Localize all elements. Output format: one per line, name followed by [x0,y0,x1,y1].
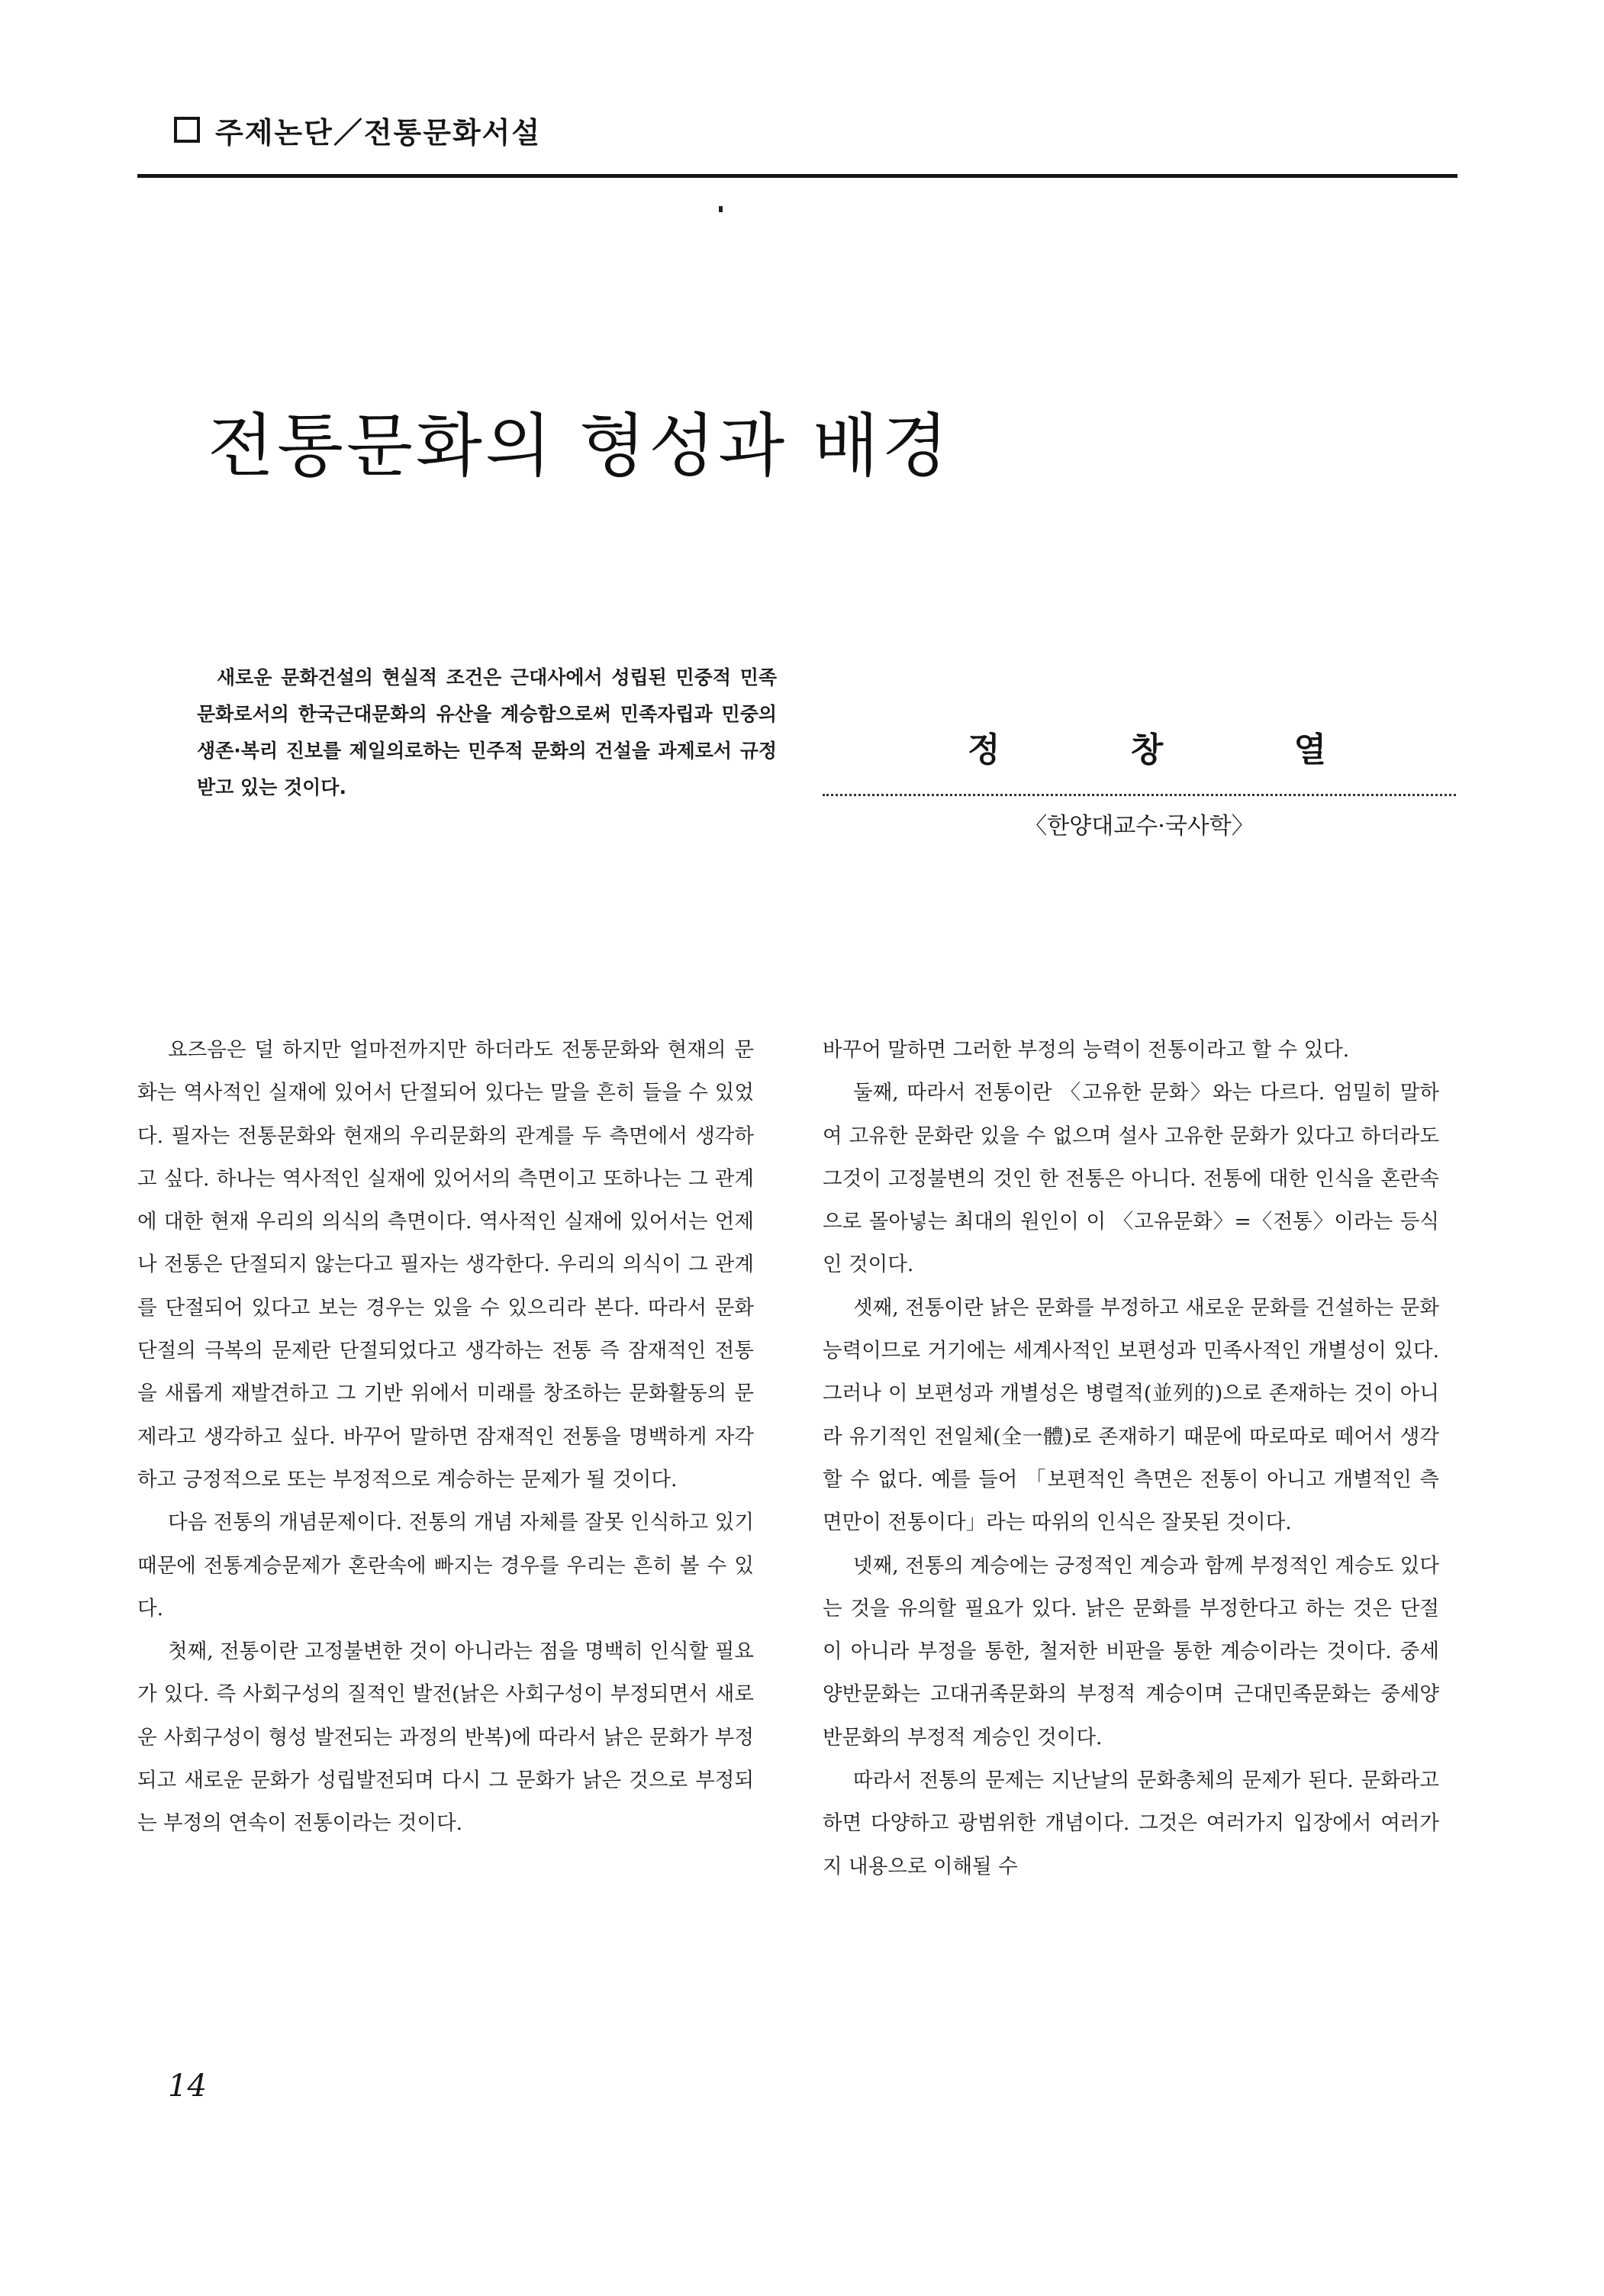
body-paragraph: 셋째, 전통이란 낡은 문화를 부정하고 새로운 문화를 건설하는 문화능력이므로 거기에는 세계사적인 보편성과 민족사적인 개별성이 있다. 그러나 이 보편성과 개별성은 병렬적(並列的)으로 존재하는 것이 아니라 유기적인 전일체(全一體)로 존재하기 때문에 따로따로 떼어서 생각할 수 없다. 예를 들어 「보편적인 측면은 전통이 아니고 개별적인 측면만이 전통이다」라는 따위의 인식은 잘못된 것이다. [823,1295,1439,1535]
author-name-char: 열 [1293,730,1326,769]
author-name-char: 창 [1130,730,1164,769]
body-paragraph: 둘째, 따라서 전통이란 〈고유한 문화〉와는 다르다. 엄밀히 말하여 고유한 문화란 있을 수 없으며 설사 고유한 문화가 있다고 하더라도 그것이 고정불변의 것인 한 전통은 아니다. 전통에 대한 인식을 혼란속으로 몰아넣는 최대의 원인이 이 〈고유문화〉=〈전통〉이라는 등식인 것이다. [823,1081,1439,1277]
body-left-column [137,1029,754,1846]
author-divider [823,794,1456,796]
page-number: 14 [168,2069,207,2104]
author-name-char: 정 [968,730,1000,769]
body-paragraph-continued: 바꾸어 말하면 그러한 부정의 능력이 전통이라고 할 수 있다. [823,1038,1350,1062]
author-name [823,724,1456,777]
article-title: 전통문화의 형성과 배경 [208,406,952,487]
author-affiliation: 〈한양대교수·국사학〉 [1024,813,1255,840]
body-paragraph: 다음 전통의 개념문제이다. 전통의 개념 자체를 잘못 인식하고 있기 때문에 전통계승문제가 혼란속에 빠지는 경우를 우리는 흔히 볼 수 있다. [137,1511,754,1620]
body-paragraph: 넷째, 전통의 계승에는 긍정적인 계승과 함께 부정적인 계승도 있다는 것을 유의할 필요가 있다. 낡은 문화를 부정한다고 하는 것은 단절이 아니라 부정을 통한, 철저한 비판을 통한 계승이라는 것이다. 중세양반문화는 고대귀족문화의 부정적 계승이며 근대민족문화는 중세양반문화의 부정적 계승인 것이다. [823,1553,1439,1749]
section-header [174,108,541,151]
print-speck [719,206,723,212]
square-box-icon [174,117,200,143]
body-paragraph: 요즈음은 덜 하지만 얼마전까지만 하더라도 전통문화와 현재의 문화는 역사적인 실재에 있어서 단절되어 있다는 말을 흔히 들을 수 있었다. 필자는 전통문화와 현재의 우리문화의 관계를 두 측면에서 생각하고 싶다. 하나는 역사적인 실재에 있어서의 측면이고 또하나는 그 관계에 대한 현재 우리의 의식의 측면이다. 역사적인 실재에 있어서는 언제나 전통은 단절되지 않는다고 필자는 생각한다. 우리의 의식이 그 관계를 단절되어 있다고 보는 경우는 있을 수 있으리라 본다. 따라서 문화단절의 극복의 문제란 단절되었다고 생각하는 전통 즉 잠재적인 전통을 새롭게 재발견하고 그 기반 위에서 미래를 창조하는 문화활동의 문제라고 생각하고 싶다. 바꾸어 말하면 잠재적인 전통을 명백하게 자각하고 긍정적으로 또는 부정적으로 계승하는 문제가 될 것이다. [137,1038,754,1491]
body-paragraph: 따라서 전통의 문제는 지난날의 문화총체의 문제가 된다. 문화라고 하면 다양하고 광범위한 개념이다. 그것은 여러가지 입장에서 여러가지 내용으로 이해될 수 [823,1769,1439,1878]
abstract-text: 새로운 문화건설의 현실적 조건은 근대사에서 성립된 민중적 민족문화로서의 한국근대문화의 유산을 계승함으로써 민족자립과 민중의 생존·복리 진보를 제일의로하는 민주적 문화의 건설을 과제로서 규정받고 있는 것이다. [197,666,777,798]
section-label: 주제논단／전통문화서설 [215,115,542,150]
header-rule [137,174,1457,178]
article-abstract [197,659,777,806]
body-paragraph: 첫째, 전통이란 고정불변한 것이 아니라는 점을 명백히 인식할 필요가 있다. 즉 사회구성의 질적인 발전(낡은 사회구성이 부정되면서 새로운 사회구성이 형성 발전되는 과정의 반복)에 따라서 낡은 문화가 부정되고 새로운 문화가 성립발전되며 다시 그 문화가 낡은 것으로 부정되는 부정의 연속이 전통이라는 것이다. [137,1640,754,1836]
body-right-column [823,1029,1439,1888]
